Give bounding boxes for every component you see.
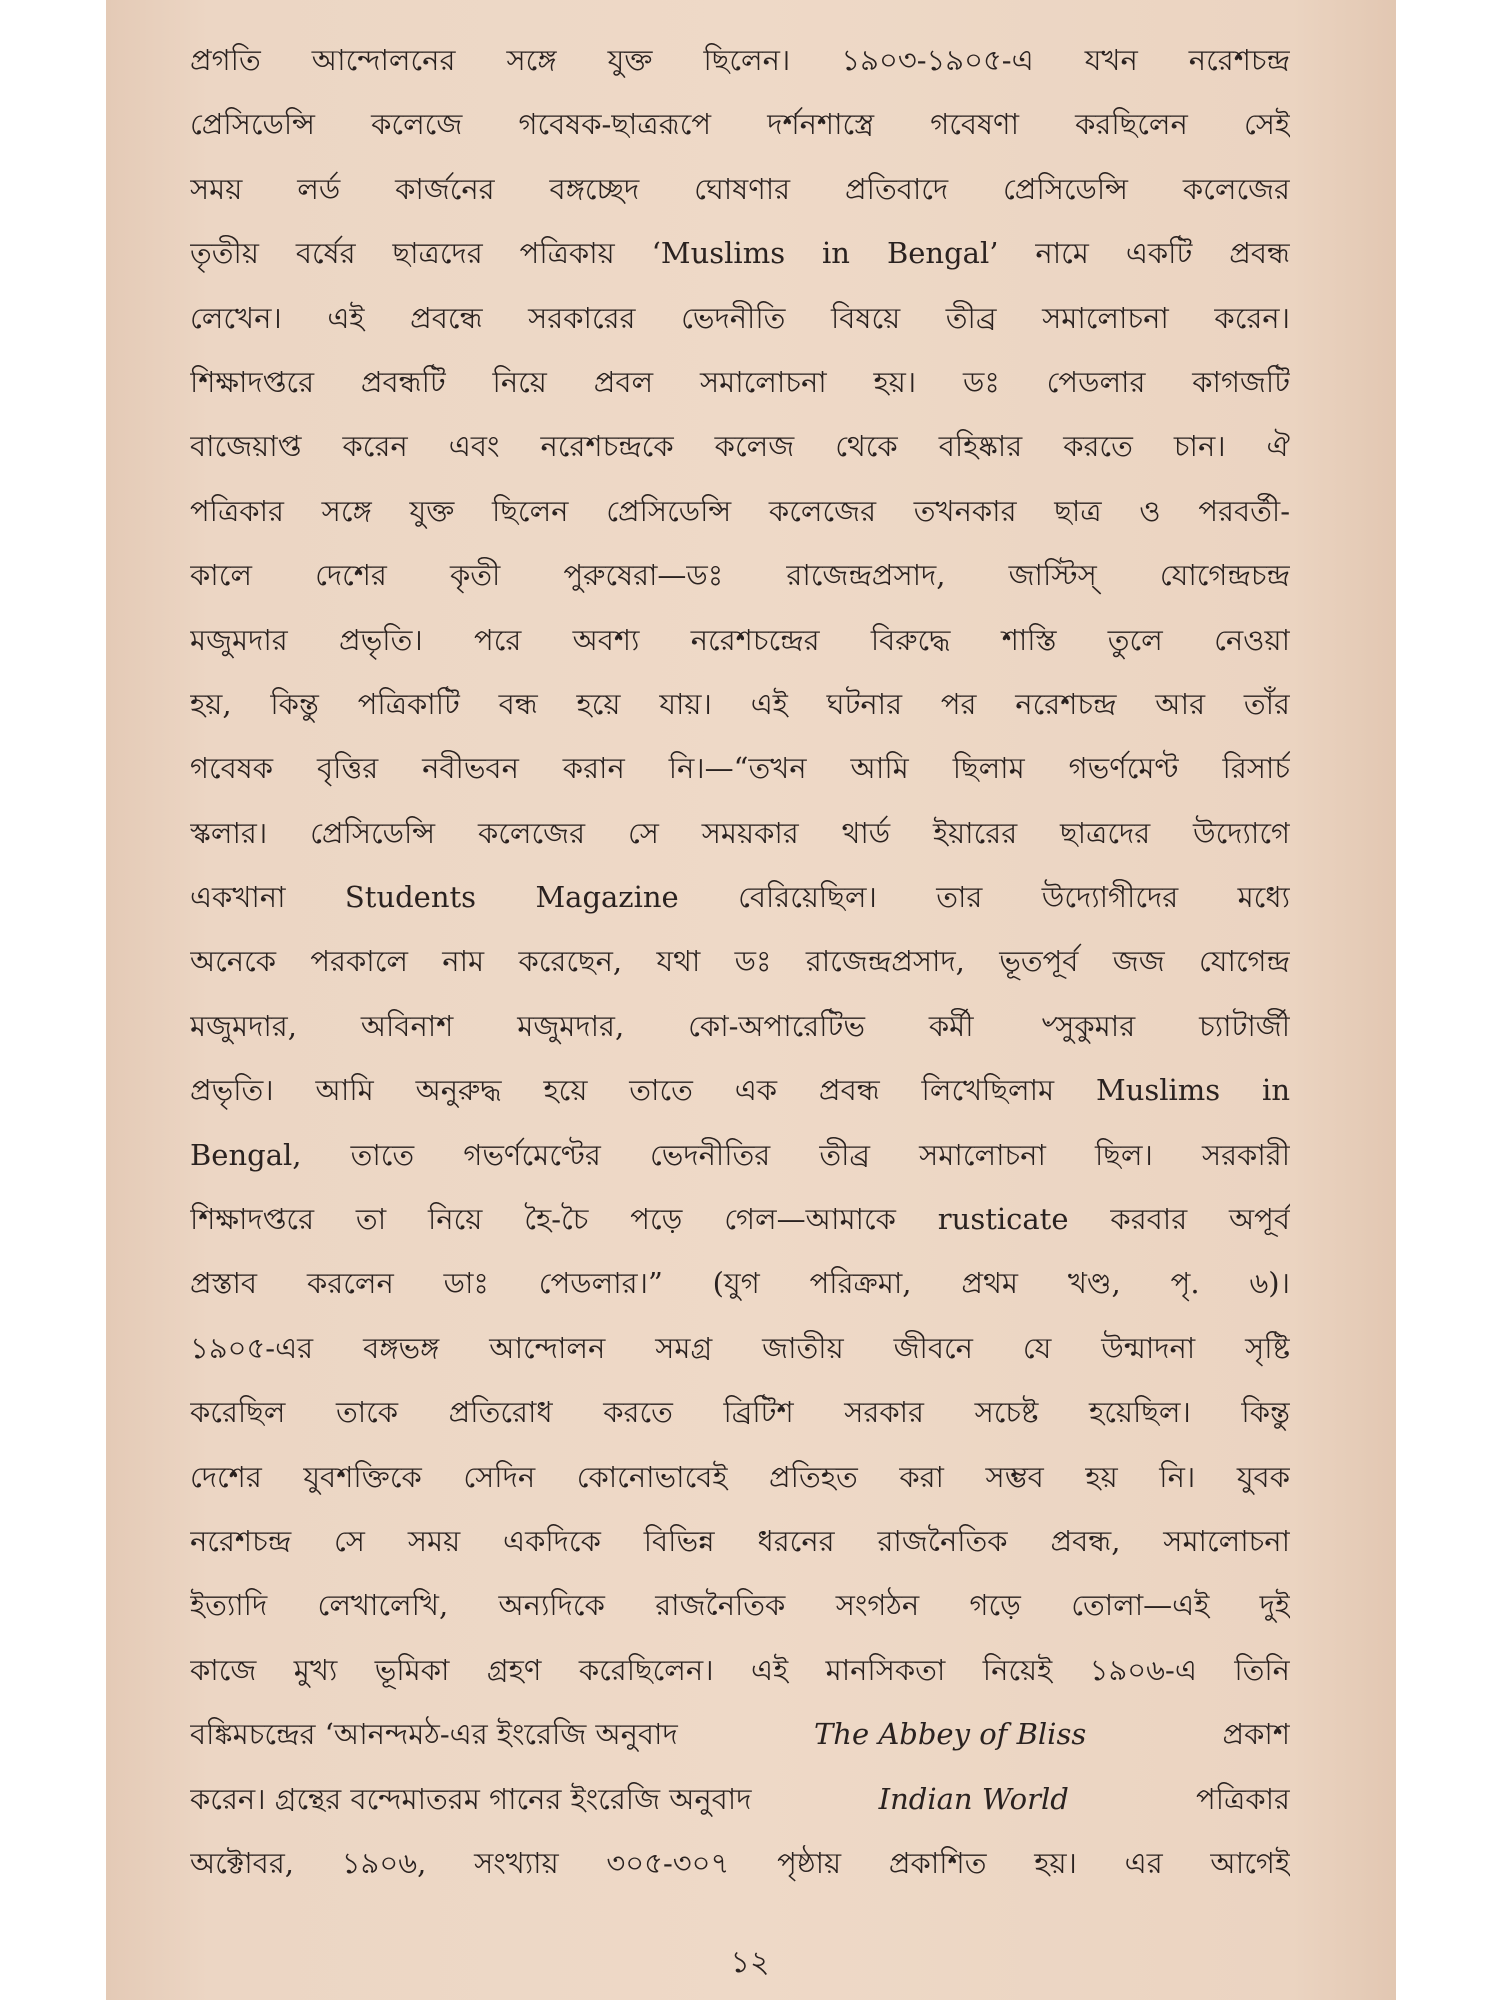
text-line-23: দেশের যুবশক্তিকে সেদিন কোনোভাবেই প্রতিহত করা সম্ভব হয় নি। যুবক [190, 1459, 1290, 1494]
text-line-10: মজুমদার প্রভৃতি। পরে অবশ্য নরেশচন্দ্রের বিরুদ্ধে শাস্তি তুলে নেওয়া [190, 622, 1290, 657]
text-segment: প্রকাশ [1213, 1717, 1290, 1752]
text-line-11: হয়, কিন্তু পত্রিকাটি বন্ধ হয়ে যায়। এই ঘটনার পর নরেশচন্দ্র আর তাঁর [190, 686, 1290, 721]
text-line-1: প্রগতি আন্দোলনের সঙ্গে যুক্ত ছিলেন। ১৯০৩-১৯০৫-এ যখন নরেশচন্দ্র [190, 43, 1290, 77]
text-line-9: কালে দেশের কৃতী পুরুষেরা—ডঃ রাজেন্দ্রপ্রসাদ, জাস্টিস্ যোগেন্দ্রচন্দ্র [190, 558, 1290, 593]
italic-title: Indian World [878, 1781, 1069, 1816]
text-line-20: প্রস্তাব করলেন ডাঃ পেডলার।” (যুগ পরিক্রমা, প্রথম খণ্ড, পৃ. ৬)। [190, 1266, 1290, 1301]
text-line-26: কাজে মুখ্য ভূমিকা গ্রহণ করেছিলেন। এই মানসিকতা নিয়েই ১৯০৬-এ তিনি [190, 1652, 1290, 1687]
text-line-6: শিক্ষাদপ্তরে প্রবন্ধটি নিয়ে প্রবল সমালোচনা হয়। ডঃ পেডলার কাগজটি [190, 364, 1290, 399]
text-line-25: ইত্যাদি লেখালেখি, অন্যদিকে রাজনৈতিক সংগঠন গড়ে তোলা—এই দুই [190, 1588, 1290, 1623]
italic-title: The Abbey of Bliss [813, 1717, 1087, 1752]
text-line-12: গবেষক বৃত্তির নবীভবন করান নি।—“তখন আমি ছিলাম গভর্ণমেণ্ট রিসার্চ [190, 751, 1290, 786]
text-segment: করেন। গ্রন্থের বন্দেমাতরম গানের ইংরেজি অনুবাদ [190, 1781, 761, 1816]
body-text [190, 36, 1290, 1903]
text-line-27 [190, 1710, 1290, 1774]
text-line-4: তৃতীয় বর্ষের ছাত্রদের পত্রিকায় ‘Muslims in Bengal’ নামে একটি প্রবন্ধ [190, 236, 1290, 271]
text-line-13: স্কলার। প্রেসিডেন্সি কলেজের সে সময়কার থার্ড ইয়ারের ছাত্রদের উদ্যোগে [190, 815, 1290, 850]
text-line-5: লেখেন। এই প্রবন্ধে সরকারের ভেদনীতি বিষয়ে তীব্র সমালোচনা করেন। [190, 300, 1290, 335]
text-line-15: অনেকে পরকালে নাম করেছেন, যথা ডঃ রাজেন্দ্রপ্রসাদ, ভূতপূর্ব জজ যোগেন্দ্র [190, 944, 1290, 979]
text-line-2: প্রেসিডেন্সি কলেজে গবেষক-ছাত্ররূপে দর্শনশাস্ত্রে গবেষণা করছিলেন সেই [190, 107, 1290, 142]
text-line-19: শিক্ষাদপ্তরে তা নিয়ে হৈ-চৈ পড়ে গেল—আমাকে rusticate করবার অপূর্ব [190, 1202, 1290, 1237]
text-line-7: বাজেয়াপ্ত করেন এবং নরেশচন্দ্রকে কলেজ থেকে বহিষ্কার করতে চান। ঐ [190, 429, 1290, 464]
text-line-22: করেছিল তাকে প্রতিরোধ করতে ব্রিটিশ সরকার সচেষ্ট হয়েছিল। কিন্তু [190, 1395, 1290, 1430]
text-line-3: সময় লর্ড কার্জনের বঙ্গচ্ছেদ ঘোষণার প্রতিবাদে প্রেসিডেন্সি কলেজের [190, 171, 1290, 206]
text-segment: পত্রিকার [1186, 1781, 1290, 1816]
text-line-14: একখানা Students Magazine বেরিয়েছিল। তার উদ্যোগীদের মধ্যে [190, 880, 1290, 915]
text-line-17: প্রভৃতি। আমি অনুরুদ্ধ হয়ে তাতে এক প্রবন্ধ লিখেছিলাম Muslims in [190, 1073, 1290, 1108]
text-line-16: মজুমদার, অবিনাশ মজুমদার, কো-অপারেটিভ কর্মী ৺সুকুমার চ্যাটার্জী [190, 1008, 1290, 1043]
text-line-18: Bengal, তাতে গভর্ণমেণ্টের ভেদনীতির তীব্র সমালোচনা ছিল। সরকারী [190, 1137, 1290, 1172]
page-number: ১২ [730, 1945, 770, 1980]
text-segment: বঙ্কিমচন্দ্রের ‘আনন্দমঠ-এর ইংরেজি অনুবাদ [190, 1717, 687, 1752]
text-line-29: অক্টোবর, ১৯০৬, সংখ্যায় ৩০৫-৩০৭ পৃষ্ঠায় প্রকাশিত হয়। এর আগেই [190, 1845, 1290, 1880]
text-line-28 [190, 1775, 1290, 1839]
text-line-8: পত্রিকার সঙ্গে যুক্ত ছিলেন প্রেসিডেন্সি কলেজের তখনকার ছাত্র ও পরবর্তী- [190, 493, 1290, 528]
text-line-24: নরেশচন্দ্র সে সময় একদিকে বিভিন্ন ধরনের রাজনৈতিক প্রবন্ধ, সমালোচনা [190, 1523, 1290, 1558]
text-line-21: ১৯০৫-এর বঙ্গভঙ্গ আন্দোলন সমগ্র জাতীয় জীবনে যে উন্মাদনা সৃষ্টি [190, 1330, 1290, 1365]
